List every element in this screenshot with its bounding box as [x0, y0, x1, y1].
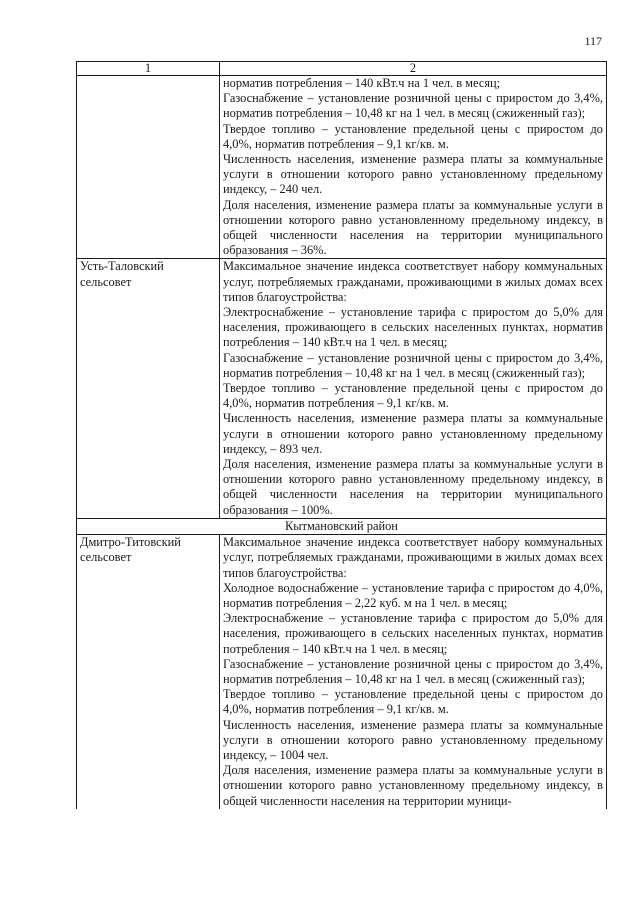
table-row — [77, 76, 607, 259]
index-description-cell — [220, 259, 607, 518]
index-description-cell — [220, 76, 607, 259]
paragraph: Твердое топливо – установление предельной цены с приростом до 4,0%, норматив потребления – 9,1 кг/кв. м. — [223, 687, 603, 717]
paragraph: Доля населения, изменение размера платы за коммунальные услуги в отношении которого равно установленному предельному индексу, в общей численности населения на территории муниципального образования – 36%. — [223, 197, 603, 258]
paragraph: Доля населения, изменение размера платы за коммунальные услуги в отношении которого равно установленному предельному индексу, в общей численности населения на территории муници- — [223, 763, 603, 808]
paragraph: Численность населения, изменение размера платы за коммунальные услуги в отношении которого равно установленному предельному индексу, – 893 чел. — [223, 411, 603, 456]
paragraph: Газоснабжение – установление розничной цены с приростом до 3,4%, норматив потребления – 10,48 кг на 1 чел. в месяц (сжиженный газ); — [223, 91, 603, 121]
paragraph: Газоснабжение – установление розничной цены с приростом до 3,4%, норматив потребления – 10,48 кг на 1 чел. в месяц (сжиженный газ); — [223, 656, 603, 686]
paragraph: Твердое топливо – установление предельной цены с приростом до 4,0%, норматив потребления – 9,1 кг/кв. м. — [223, 121, 603, 151]
paragraph: Численность населения, изменение размера платы за коммунальные услуги в отношении которого равно установленному предельному индексу, – 1004 чел. — [223, 717, 603, 762]
paragraph: Холодное водоснабжение – установление тарифа с приростом до 4,0%, норматив потребления – 2,22 куб. м на 1 чел. в месяц; — [223, 580, 603, 610]
page-number: 117 — [584, 34, 602, 48]
paragraph: Доля населения, изменение размера платы за коммунальные услуги в отношении которого равно установленному предельному индексу, в общей численности населения на территории муниципального образования – 100%. — [223, 457, 603, 517]
region-title: Кытмановский район — [77, 518, 607, 534]
paragraph: Газоснабжение – установление розничной цены с приростом до 3,4%, норматив потребления – 10,48 кг на 1 чел. в месяц (сжиженный газ); — [223, 350, 603, 380]
paragraph: Электроснабжение – установление тарифа с приростом до 5,0% для населения, проживающего в сельских населенных пунктах, норматив потребления – 140 кВт.ч на 1 чел. в месяц; — [223, 305, 603, 350]
municipal-index-table — [76, 61, 607, 809]
municipality-cell: Усть-Таловский сельсовет — [77, 259, 220, 518]
municipality-cell — [77, 76, 220, 259]
table-header-row — [77, 62, 607, 76]
paragraph: Твердое топливо – установление предельной цены с приростом до 4,0%, норматив потребления – 9,1 кг/кв. м. — [223, 381, 603, 411]
region-heading-row — [77, 518, 607, 534]
table-row — [77, 535, 607, 809]
paragraph: Электроснабжение – установление тарифа с приростом до 5,0% для населения, проживающего в сельских населенных пунктах, норматив потребления – 140 кВт.ч на 1 чел. в месяц; — [223, 611, 603, 656]
paragraph: норматив потребления – 140 кВт.ч на 1 чел. в месяц; — [223, 76, 501, 90]
paragraph: Максимальное значение индекса соответствует набору коммунальных услуг, потребляемых гражданами, проживающими в жилых домах всех типов благоустройства: — [223, 535, 603, 580]
index-description-cell — [220, 535, 607, 809]
paragraph: Максимальное значение индекса соответствует набору коммунальных услуг, потребляемых гражданами, проживающими в жилых домах всех типов благоустройства: — [223, 259, 603, 304]
column-header-2: 2 — [220, 62, 607, 76]
table-row — [77, 259, 607, 518]
paragraph: Численность населения, изменение размера платы за коммунальные услуги в отношении которого равно установленному предельному индексу, – 240 чел. — [223, 152, 603, 197]
municipality-cell: Дмитро-Титовский сельсовет — [77, 535, 220, 809]
column-header-1: 1 — [77, 62, 220, 76]
